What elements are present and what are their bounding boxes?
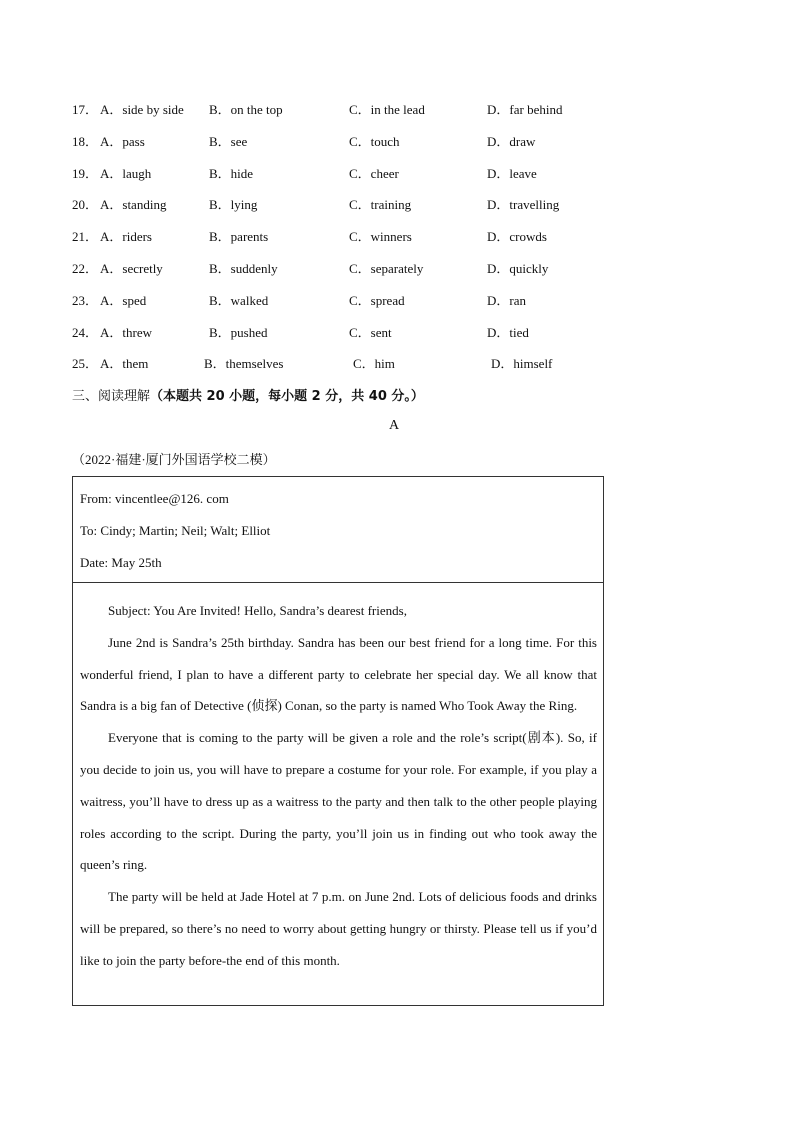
question-number: 17． (72, 102, 99, 117)
option-c: C．spread (349, 292, 405, 308)
multiple-choice-list (72, 94, 632, 380)
email-paragraph: The party will be held at Jade Hotel at 7 p.m. on June 2nd. Lots of delicious foods and drinks will be prepared, so there’s no need to worry about getting hungry or thirsty. Please tell us if you’d like to join the party before-the end of this month. (80, 889, 597, 968)
email-to: To: Cindy; Martin; Neil; Walt; Elliot (80, 523, 271, 538)
option-d: D．far behind (487, 102, 563, 117)
option-d: D．himself (491, 356, 553, 372)
option-c: C．him (353, 356, 395, 372)
option-d: D．crowds (487, 229, 547, 245)
email-date: Date: May 25th (80, 555, 162, 570)
option-a: A．riders (100, 229, 152, 245)
option-b: B．themselves (204, 356, 284, 372)
option-c: C．in the lead (349, 102, 425, 117)
option-c: C．winners (349, 229, 412, 245)
email-from: From: vincentlee@126. com (80, 491, 229, 506)
option-a: A．laugh (100, 165, 152, 181)
question-row (72, 317, 632, 349)
option-c: C．sent (349, 324, 392, 340)
option-c: C．cheer (349, 165, 399, 181)
option-a: A．threw (100, 324, 152, 340)
option-b: B．suddenly (209, 260, 278, 276)
option-a: A．side by side (100, 102, 184, 117)
option-d: D．leave (487, 165, 537, 181)
question-number: 23． (72, 292, 99, 308)
email-paragraph: June 2nd is Sandra’s 25th birthday. Sandra has been our best friend for a long time. For this wonderful friend, I plan to have a different party to celebrate her special day. We all know that Sandra is a big fan of Detective (侦探) Conan, so the party is named Who Took Away the Ring. (80, 634, 597, 714)
question-row (72, 158, 632, 190)
option-c: C．touch (349, 133, 400, 149)
question-row (72, 126, 632, 158)
option-a: A．them (100, 356, 149, 372)
option-a: A．secretly (100, 260, 163, 276)
question-number: 18． (72, 133, 99, 149)
option-d: D．tied (487, 324, 529, 340)
question-row (72, 285, 632, 317)
option-c: C．training (349, 197, 412, 213)
option-d: D．travelling (487, 197, 560, 213)
option-b: B．lying (209, 197, 258, 213)
option-b: B．walked (209, 292, 269, 308)
question-row (72, 221, 632, 253)
email-body (73, 583, 603, 977)
question-number: 24． (72, 324, 99, 340)
section-heading-prefix: 三、阅读理解 (72, 389, 151, 404)
option-c: C．separately (349, 260, 424, 276)
option-d: D．draw (487, 133, 536, 149)
question-row (72, 94, 632, 126)
email-subject: Subject: You Are Invited! Hello, Sandra’s dearest friends, (108, 603, 407, 618)
option-b: B．hide (209, 165, 254, 181)
email-passage-box (72, 476, 604, 1006)
option-d: D．quickly (487, 260, 549, 276)
section-heading-instructions: （本题共 20 小题，每小题 2 分，共 40 分。） (150, 389, 424, 404)
option-b: B．pushed (209, 324, 268, 340)
passage-label: A (389, 418, 400, 433)
email-header (73, 477, 603, 583)
question-number: 19． (72, 165, 99, 181)
question-number: 20． (72, 197, 99, 213)
question-number: 25． (72, 356, 99, 372)
question-number: 21． (72, 229, 99, 245)
option-d: D．ran (487, 292, 526, 308)
option-b: B．parents (209, 229, 269, 245)
question-row (72, 189, 632, 221)
option-a: A．sped (100, 292, 147, 308)
option-b: B．on the top (209, 102, 283, 117)
email-paragraph: Everyone that is coming to the party will be given a role and the role’s script(剧本). So, if you decide to join us, you will have to prepare a costume for your role. For example, if you play a waitress, you’ll have to dress up as a waitress to the party and then talk to the other people playing roles according to the script. During the party, you’ll join us in finding out who took away the queen’s ring. (80, 730, 597, 873)
question-row (72, 253, 632, 285)
question-row (72, 348, 632, 380)
question-number: 22． (72, 260, 99, 276)
option-a: A．standing (100, 197, 167, 213)
section-heading (72, 385, 424, 409)
option-a: A．pass (100, 133, 145, 149)
question-source: （2022·福建·厦门外国语学校二模） (72, 452, 276, 467)
option-b: B．see (209, 133, 248, 149)
